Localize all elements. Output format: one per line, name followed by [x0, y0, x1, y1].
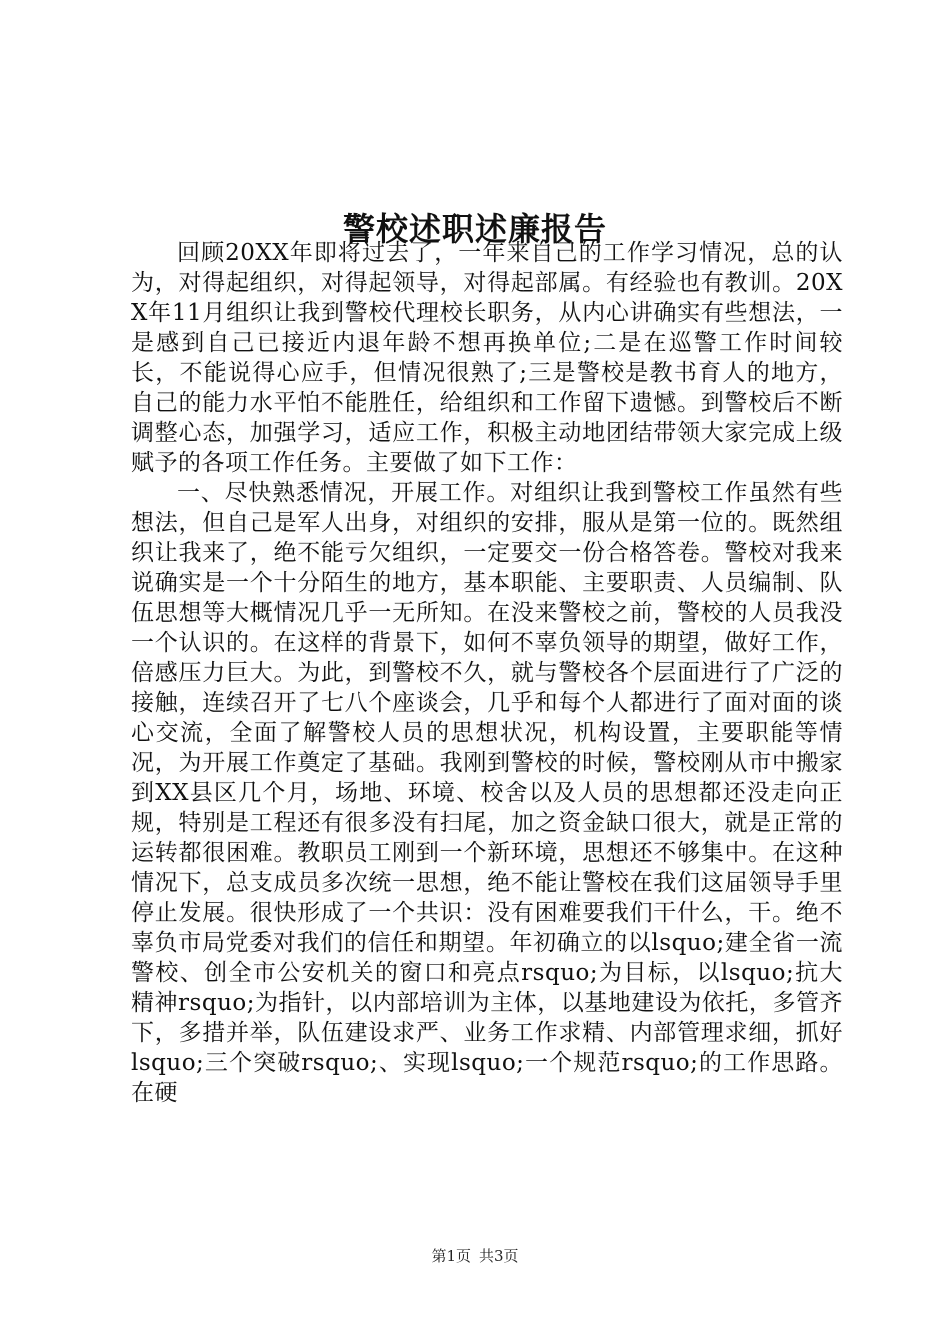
- page-total: 共3页: [479, 1247, 519, 1265]
- page-footer: [0, 1244, 950, 1268]
- paragraph-section-one: 一、尽快熟悉情况，开展工作。对组织让我到警校工作虽然有些想法，但自己是军人出身，对组织的安排，服从是第一位的。既然组织让我来了，绝不能亏欠组织，一定要交一份合格答卷。警校对我来说确实是一个十分陌生的地方，基本职能、主要职责、人员编制、队伍思想等大概情况几乎一无所知。在没来警校之前，警校的人员我没一个认识的。在这样的背景下，如何不辜负领导的期望，做好工作，倍感压力巨大。为此，到警校不久，就与警校各个层面进行了广泛的接触，连续召开了七八个座谈会，几乎和每个人都进行了面对面的谈心交流，全面了解警校人员的思想状况，机构设置，主要职能等情况，为开展工作奠定了基础。我刚到警校的时候，警校刚从市中搬家到XX县区几个月，场地、环境、校舍以及人员的思想都还没走向正规，特别是工程还有很多没有扫尾，加之资金缺口很大，就是正常的运转都很困难。教职员工刚到一个新环境，思想还不够集中。在这种情况下，总支成员多次统一思想，绝不能让警校在我们这届领导手里停止发展。很快形成了一个共识：没有困难要我们干什么，干。绝不辜负市局党委对我们的信任和期望。年初确立的以lsquo;建全省一流警校、创全市公安机关的窗口和亮点rsquo;为目标，以lsquo;抗大精神rsquo;为指针，以内部培训为主体，以基地建设为依托，多管齐下，多措并举，队伍建设求严、业务工作求精、内部管理求细，抓好lsquo;三个突破rsquo;、实现lsquo;一个规范rsquo;的工作思路。在硬: [131, 480, 843, 1106]
- document-title: 警校述职述廉报告: [342, 210, 607, 249]
- document-body: [131, 238, 843, 1108]
- paragraph-intro: 回顾20XX年即将过去了，一年来自己的工作学习情况，总的认为，对得起组织，对得起领导，对得起部属。有经验也有教训。20XX年11月组织让我到警校代理校长职务，从内心讲确实有些想法，一是感到自己已接近内退年龄不想再换单位;二是在巡警工作时间较长，不能说得心应手，但情况很熟了;三是警校是教书育人的地方，自己的能力水平怕不能胜任，给组织和工作留下遗憾。到警校后不断调整心态，加强学习，适应工作，积极主动地团结带领大家完成上级赋予的各项工作任务。主要做了如下工作：: [131, 240, 843, 476]
- page-number: 第1页: [431, 1247, 471, 1265]
